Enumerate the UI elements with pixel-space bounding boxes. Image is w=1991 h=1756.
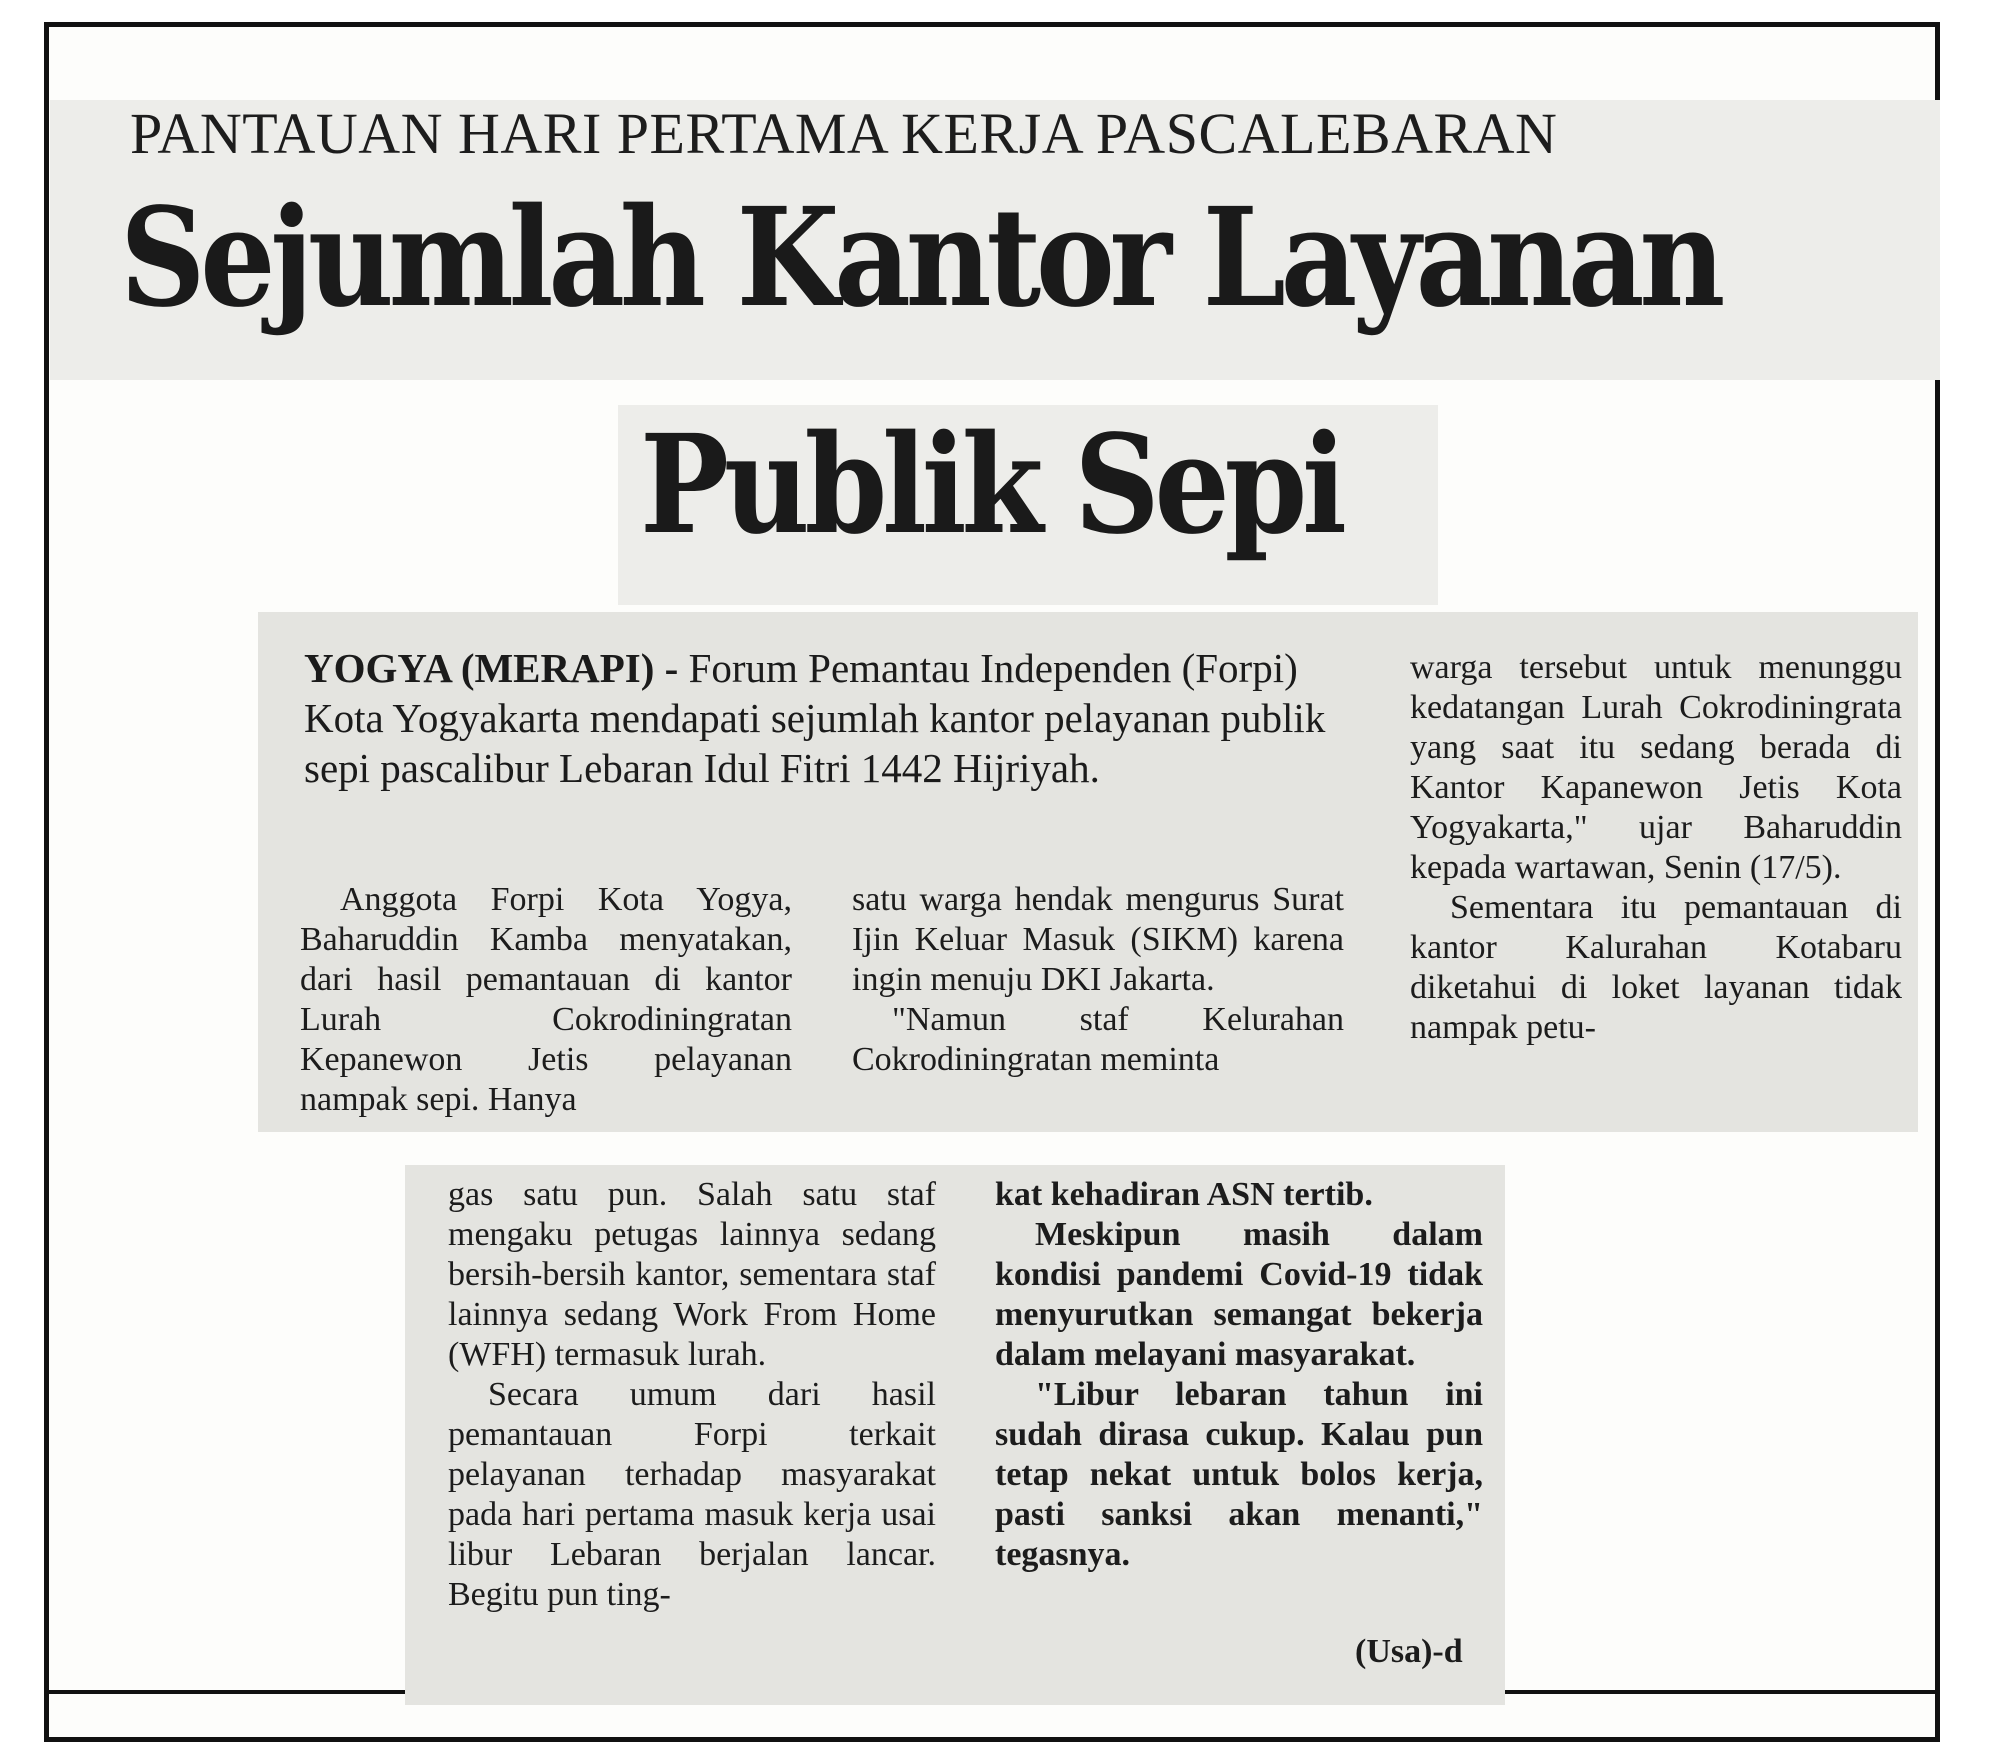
col3-paragraph-1: warga tersebut untuk menunggu kedatangan Lurah Cokrodiningrata yang saat itu sedang berada di Kantor Kapanewon Jetis Kota Yogyakarta," ujar Baharuddin kepada wartawan, Senin (17/5). xyxy=(1410,649,1902,886)
column-2 xyxy=(852,880,1344,1080)
dateline: YOGYA (MERAPI) - xyxy=(304,645,679,691)
lead-text: Forum Pemantau Independen (Forpi) Kota Yogyakarta mendapati sejumlah kantor pelayanan publik sepi pascalibur Lebaran Idul Fitri 1442 Hijriyah. xyxy=(304,645,1326,791)
lead-paragraph xyxy=(304,643,1344,793)
byline: (Usa)-d xyxy=(1355,1633,1463,1670)
headline-line-2: Publik Sepi xyxy=(640,405,1342,565)
column-3 xyxy=(1410,648,1902,1048)
column-4 xyxy=(448,1175,936,1615)
col2-paragraph-1: satu warga hendak mengurus Surat Ijin Keluar Masuk (SIKM) karena ingin menuju DKI Jakarta. xyxy=(852,881,1344,998)
col4-paragraph-2: Secara umum dari hasil pemantauan Forpi terkait pelayanan terhadap masyarakat pada hari pertama masuk kerja usai libur Lebaran berjalan lancar. Begitu pun ting- xyxy=(448,1376,936,1613)
col2-paragraph-2: "Namun staf Kelurahan Cokrodiningratan meminta xyxy=(852,1001,1344,1078)
col5-paragraph-1: kat kehadiran ASN tertib. xyxy=(995,1176,1373,1213)
column-5 xyxy=(995,1175,1483,1575)
col5-paragraph-3: "Libur lebaran tahun ini sudah dirasa cukup. Kalau pun tetap nekat untuk bolos kerja, pasti sanksi akan menanti," tegasnya. xyxy=(995,1376,1483,1573)
kicker: PANTAUAN HARI PERTAMA KERJA PASCALEBARAN xyxy=(130,101,1558,166)
col3-paragraph-2: Sementara itu pemantauan di kantor Kalurahan Kotabaru diketahui di loket layanan tidak nampak petu- xyxy=(1410,889,1902,1046)
col1-paragraph-1: Anggota Forpi Kota Yogya, Baharuddin Kamba menyatakan, dari hasil pemantauan di kantor Lurah Cokrodiningratan Kepanewon Jetis pelayanan nampak sepi. Hanya xyxy=(300,881,792,1118)
col5-paragraph-2: Meskipun masih dalam kondisi pandemi Covid-19 tidak menyurutkan semangat bekerja dalam melayani masyarakat. xyxy=(995,1216,1483,1373)
headline-line-1: Sejumlah Kantor Layanan xyxy=(120,178,1721,338)
col4-paragraph-1: gas satu pun. Salah satu staf mengaku petugas lainnya sedang bersih-bersih kantor, sementara staf lainnya sedang Work From Home (WFH) termasuk lurah. xyxy=(448,1176,936,1373)
column-1 xyxy=(300,880,792,1120)
